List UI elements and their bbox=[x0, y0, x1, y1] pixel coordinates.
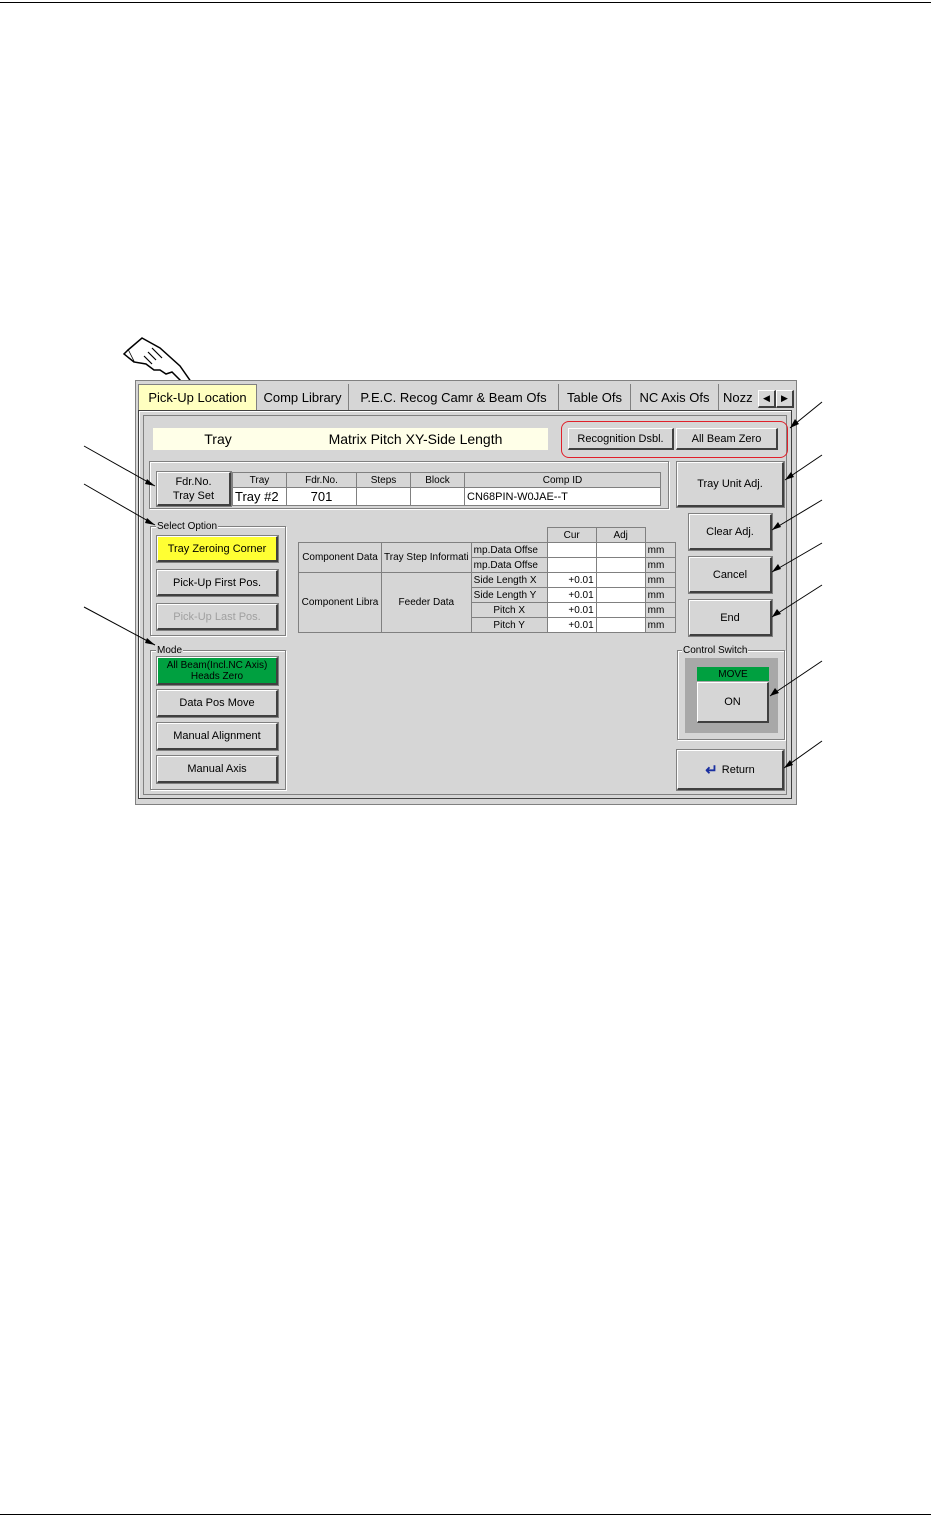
feeder-col-comp-id: Comp ID bbox=[465, 473, 661, 488]
callout-arrowhead bbox=[772, 609, 781, 617]
callout-line bbox=[84, 446, 155, 486]
left-arrow-icon: ◀ bbox=[763, 393, 770, 403]
all-beam-line2: Heads Zero bbox=[190, 670, 244, 682]
feeder-col-block: Block bbox=[411, 473, 465, 488]
col-adj: Adj bbox=[596, 528, 645, 543]
col-cur: Cur bbox=[547, 528, 596, 543]
row-unit: mm bbox=[645, 558, 675, 573]
return-label: Return bbox=[721, 763, 755, 776]
row-label: Pitch Y bbox=[471, 618, 547, 633]
on-button[interactable]: ON bbox=[697, 682, 769, 723]
callout-line bbox=[84, 607, 155, 645]
data-pos-move-button[interactable]: Data Pos Move bbox=[157, 690, 278, 717]
pick-up-first-pos-button[interactable]: Pick-Up First Pos. bbox=[157, 570, 278, 596]
tray-label: Tray bbox=[153, 428, 283, 450]
feeder-data-cell: Feeder Data bbox=[382, 573, 472, 633]
cancel-button[interactable]: Cancel bbox=[689, 557, 772, 593]
fdr-no-line2: Tray Set bbox=[172, 489, 215, 502]
callout-arrowhead bbox=[784, 760, 793, 768]
tab-nc-axis-ofs[interactable]: NC Axis Ofs bbox=[631, 384, 719, 410]
row-cur: +0.01 bbox=[547, 603, 596, 618]
row-cur: +0.01 bbox=[547, 573, 596, 588]
tray-zeroing-corner-button[interactable]: Tray Zeroing Corner bbox=[157, 536, 278, 562]
row-unit: mm bbox=[645, 573, 675, 588]
tab-pec-recog[interactable]: P.E.C. Recog Camr & Beam Ofs bbox=[349, 384, 559, 410]
component-library-cell: Component Libra bbox=[299, 573, 382, 633]
row-label: Side Length X bbox=[471, 573, 547, 588]
feeder-cell-tray[interactable]: Tray #2 bbox=[233, 488, 287, 506]
row-label: Side Length Y bbox=[471, 588, 547, 603]
row-cur: +0.01 bbox=[547, 588, 596, 603]
manual-alignment-button[interactable]: Manual Alignment bbox=[157, 723, 278, 750]
callout-arrowhead bbox=[145, 479, 155, 486]
manual-axis-button[interactable]: Manual Axis bbox=[157, 756, 278, 783]
row-label: mp.Data Offse bbox=[471, 558, 547, 573]
callout-arrowhead bbox=[145, 518, 155, 525]
feeder-cell-comp-id[interactable]: CN68PIN-W0JAE--T bbox=[465, 488, 661, 506]
pick-up-last-pos-button[interactable]: Pick-Up Last Pos. bbox=[157, 604, 278, 630]
tab-table-ofs[interactable]: Table Ofs bbox=[559, 384, 631, 410]
row-unit: mm bbox=[645, 588, 675, 603]
row-unit: mm bbox=[645, 603, 675, 618]
row-label: mp.Data Offse bbox=[471, 543, 547, 558]
all-beam-zero-button[interactable]: All Beam Zero bbox=[676, 428, 778, 450]
callout-line bbox=[84, 484, 155, 525]
row-unit: mm bbox=[645, 543, 675, 558]
clear-adj-button[interactable]: Clear Adj. bbox=[689, 514, 772, 550]
tab-pick-up-location[interactable]: Pick-Up Location bbox=[138, 384, 257, 410]
callout-arrowhead bbox=[785, 472, 794, 480]
select-option-label: Select Option bbox=[157, 521, 218, 532]
callout-line bbox=[770, 661, 822, 696]
move-indicator: MOVE bbox=[697, 667, 769, 681]
row-cur: +0.01 bbox=[547, 618, 596, 633]
tray-unit-adj-button[interactable]: Tray Unit Adj. bbox=[677, 462, 784, 507]
feeder-col-fdr-no: Fdr.No. bbox=[287, 473, 357, 488]
callout-arrowhead bbox=[145, 638, 155, 645]
feeder-col-tray: Tray bbox=[233, 473, 287, 488]
callout-arrowhead bbox=[770, 688, 779, 696]
tab-comp-library[interactable]: Comp Library bbox=[257, 384, 349, 410]
callout-arrowhead bbox=[772, 564, 781, 572]
fdr-no-line1: Fdr.No. bbox=[175, 475, 212, 488]
row-unit: mm bbox=[645, 618, 675, 633]
component-data-cell: Component Data bbox=[299, 543, 382, 573]
row-label: Pitch X bbox=[471, 603, 547, 618]
mode-label: Mode bbox=[157, 645, 183, 656]
all-beam-line1: All Beam(Incl.NC Axis) bbox=[166, 659, 268, 671]
feeder-col-steps: Steps bbox=[357, 473, 411, 488]
callout-arrowhead bbox=[772, 522, 781, 530]
control-switch-label: Control Switch bbox=[683, 645, 748, 656]
feeder-cell-fdr-no[interactable]: 701 bbox=[287, 488, 357, 506]
end-button[interactable]: End bbox=[689, 600, 772, 636]
callout-arrowhead bbox=[790, 419, 799, 428]
recognition-disabled-button[interactable]: Recognition Dsbl. bbox=[568, 428, 674, 450]
right-arrow-icon: ▶ bbox=[781, 393, 788, 403]
return-arrow-icon: ↵ bbox=[705, 761, 718, 779]
tray-step-info-cell: Tray Step Informati bbox=[382, 543, 472, 573]
tab-nozzle[interactable]: Nozz bbox=[723, 389, 753, 405]
matrix-pitch-label: Matrix Pitch XY-Side Length bbox=[283, 428, 548, 450]
